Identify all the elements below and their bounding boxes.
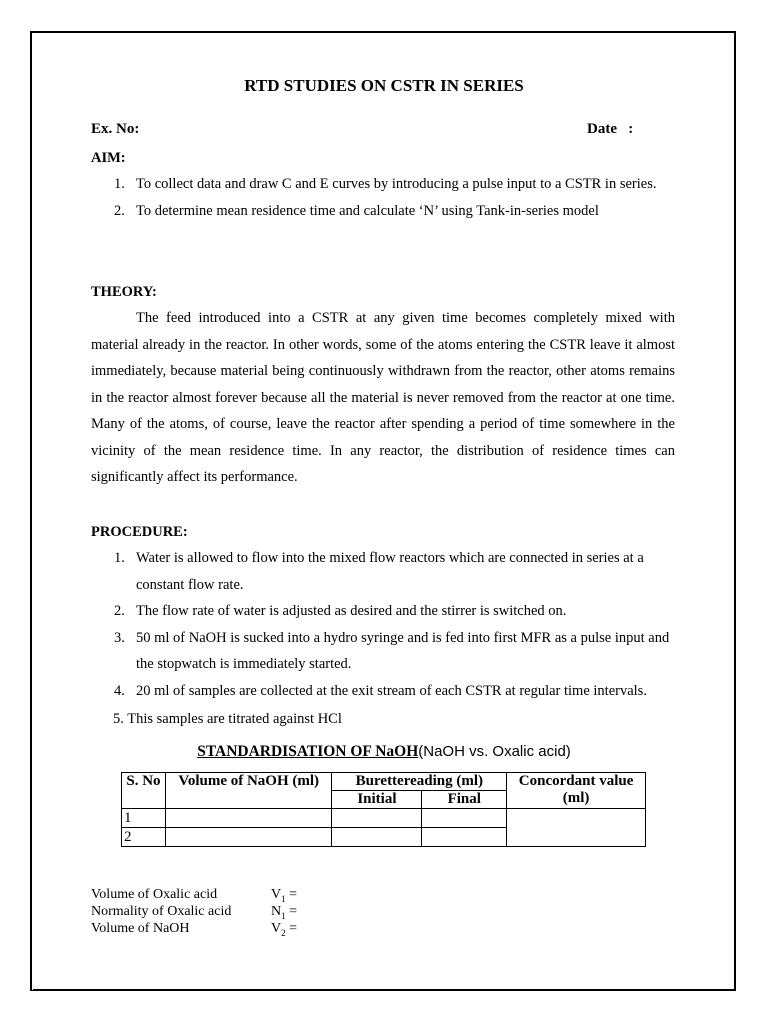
table-row [122,809,646,828]
theory-paragraph: The feed introduced into a CSTR at any given time becomes completely mixed with material already in the reactor. In other words, some of the atoms entering the CSTR leave it almost immediately, because material being continuously withdrawn from the reactor, other atoms remains in the reactor almost forever because all the material is never removed from the reactor at one time. Many of the atoms, of course, leave the reactor after spending a period of time somewhere in the vicinity of the mean residence time. In any reactor, the distribution of residence times can significantly affect its performance. [91,310,675,485]
procedure-heading: PROCEDURE: [91,524,188,540]
calc-oxalic-normality: Normality of Oxalic acid $N_1$ = [91,904,298,921]
row-initial [332,809,422,828]
list-item: 4. 20 ml of samples are collected at the exit stream of each CSTR at regular time intervals. [114,682,647,699]
date-label: Date : [587,121,634,137]
header-volume: Volume of NaOH (ml) [165,773,332,809]
standardisation-title [0,743,768,761]
row-sno: 1 [122,809,166,828]
header-sno: S. No [122,773,166,809]
list-item: 1. Water is allowed to flow into the mixed flow reactors which are connected in series at a constant flow rate. [114,550,644,593]
row-concordant [507,809,646,847]
row-final [422,828,507,847]
header-final: Final [422,791,507,809]
list-item: 2. The flow rate of water is adjusted as desired and the stirrer is switched on. [114,603,567,619]
aim-heading: AIM: [91,150,126,166]
list-item: 3. 50 ml of NaOH is sucked into a hydro syringe and is fed into first MFR as a pulse input and the stopwatch is immediately started. [114,629,670,672]
standardisation-title-sub: (NaOH vs. Oxalic acid) [418,743,571,760]
row-initial [332,828,422,847]
header-initial: Initial [332,791,422,809]
header-burette: Burettereading (ml) [332,773,507,791]
aim-list [114,171,676,224]
theory-heading: THEORY: [91,284,157,300]
list-item: 1. To collect data and draw C and E curves by introducing a pulse input to a CSTR in series. [114,176,657,192]
row-final [422,809,507,828]
row-volume [165,809,332,828]
row-sno: 2 [122,828,166,847]
procedure-item-5: 5. This samples are titrated against HCl [113,711,342,727]
row-volume [165,828,332,847]
exno-label: Ex. No: [91,121,140,137]
header-concordant: Concordant value (ml) [507,773,646,809]
calc-oxalic-volume: Volume of Oxalic acid $V_1$ = [91,887,298,904]
procedure-list [114,545,676,704]
list-item: 2. To determine mean residence time and calculate ‘N’ using Tank-in-series model [114,202,599,219]
calc-naoh-volume: Volume of NaOH $V_2$ = [91,921,298,938]
page-title: RTD STUDIES ON CSTR IN SERIES [244,76,524,95]
standardisation-title-main: STANDARDISATION OF NaOH [197,743,419,760]
standardisation-table [121,772,646,847]
